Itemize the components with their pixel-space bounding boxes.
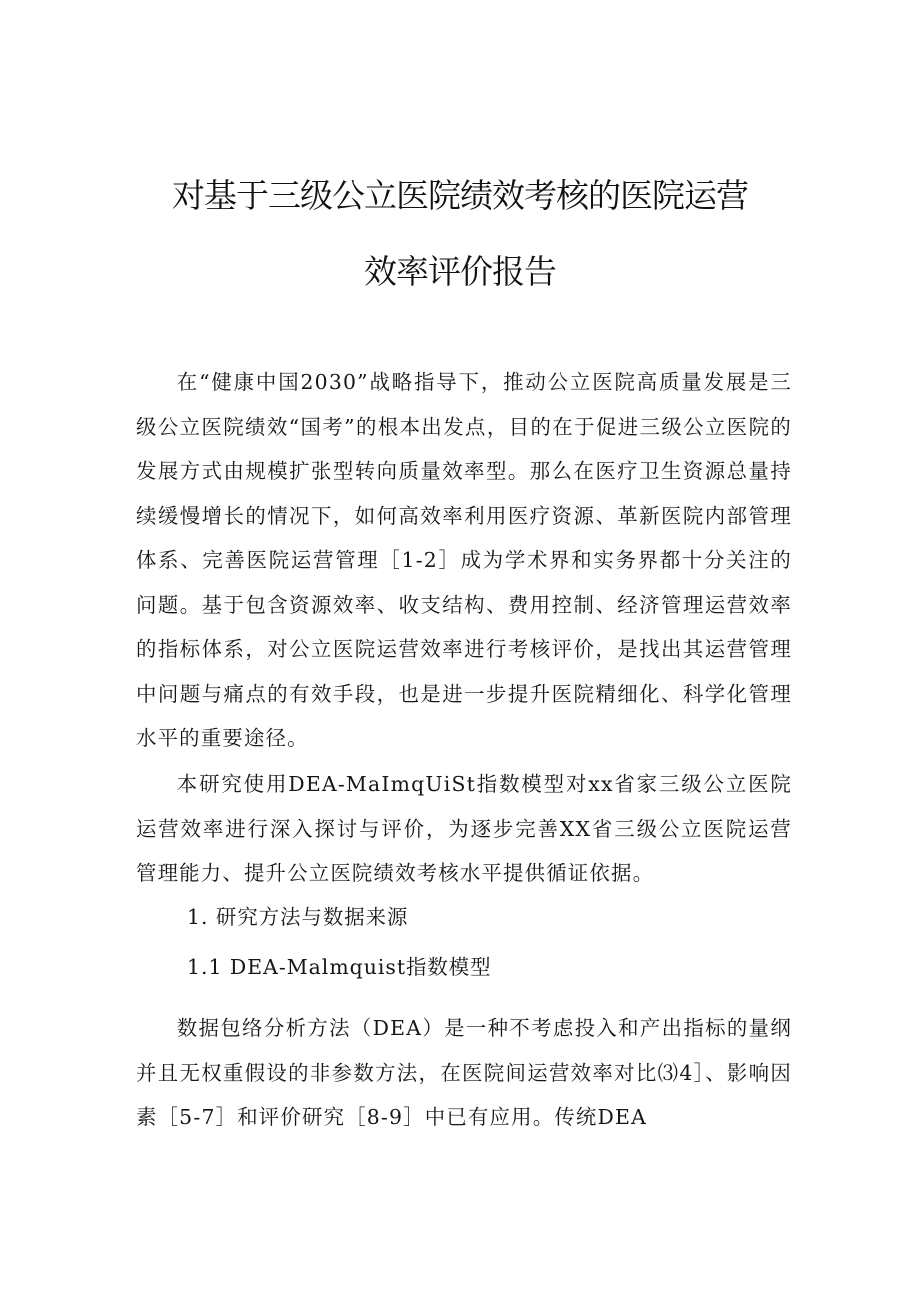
dea-method-paragraph: 数据包络分析方法（DEA）是一种不考虑投入和产出指标的量纲并且无权重假设的非参数方法，在医院间运营效率对比⑶4］、影响因素［5-7］和评价研究［8-9］中已有应用。传统DEA <box>136 1016 792 1129</box>
document-title-line-1: 对基于三级公立医院绩效考核的医院运营 <box>172 176 748 215</box>
study-purpose-paragraph: 本研究使用DEA-MaImqUiSt指数模型对xx省家三级公立医院运营效率进行深入探讨与评价，为逐步完善XX省三级公立医院运营管理能力、提升公立医院绩效考核水平提供循证依据。 <box>136 772 792 885</box>
section-1-heading: 1. 研究方法与数据来源 <box>187 905 409 929</box>
intro-paragraph: 在“健康中国2030”战略指导下，推动公立医院高质量发展是三级公立医院绩效“国考”的根本出发点，目的在于促进三级公立医院的发展方式由规模扩张型转向质量效率型。那么在医疗卫生资源总量持续缓慢增长的情况下，如何高效率利用医疗资源、革新医院内部管理体系、完善医院运营管理［1-2］成为学术界和实务界都十分关注的问题。基于包含资源效率、收支结构、费用控制、经济管理运营效率的指标体系，对公立医院运营效率进行考核评价，是找出其运营管理中问题与痛点的有效手段，也是进一步提升医院精细化、科学化管理水平的重要途径。 <box>136 370 792 750</box>
document-title-line-2: 效率评价报告 <box>364 252 556 291</box>
section-1-1-heading: 1.1 DEA-Malmquist指数模型 <box>187 955 492 979</box>
